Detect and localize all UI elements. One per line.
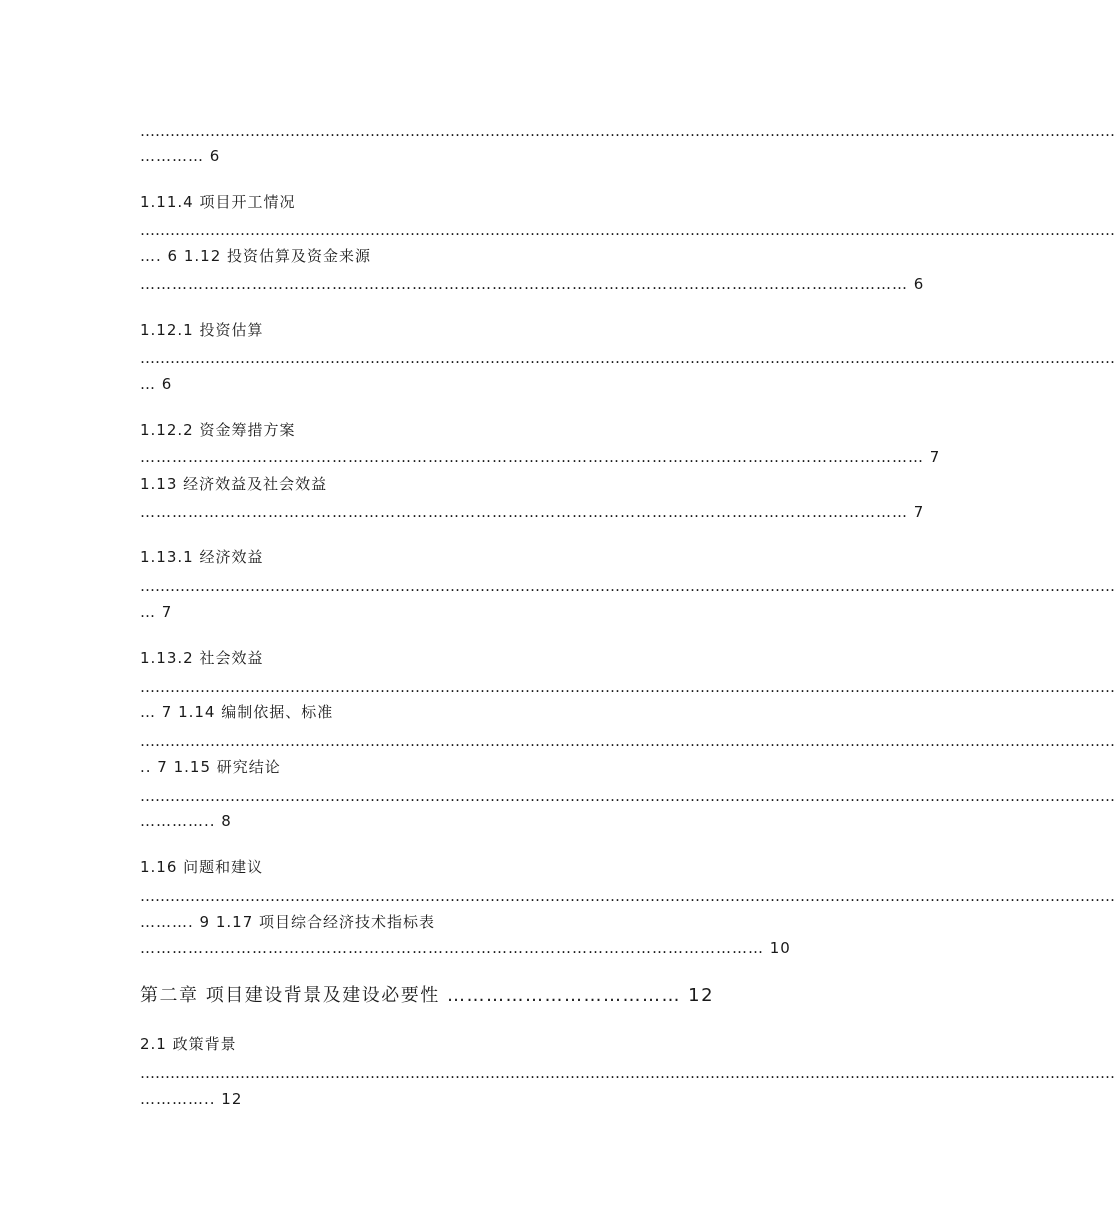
toc-page-ref: ………….. 8 <box>140 812 232 830</box>
toc-leader-page: ……………………………………………………………………………………………………… 10 <box>140 939 791 957</box>
toc-entry-2-1[interactable]: 2.1 政策背景 <box>140 1035 237 1053</box>
toc-leader: …………………………………………………………………………………………………………………………………………………………………………… <box>140 577 1115 595</box>
toc-leader: …………………………………………………………………………………………………………………………………………………………………………… <box>140 1064 1115 1082</box>
toc-leader: …………………………………………………………………………………………………………………………………………………………………………… <box>140 732 1115 750</box>
toc-page-ref: ………….. 12 <box>140 1090 243 1108</box>
toc-leader-page: ………………………………………………………………………………………………………………………………… 7 <box>140 448 941 466</box>
toc-entry-1-13-1[interactable]: 1.13.1 经济效益 <box>140 548 264 566</box>
toc-entry-1-11-4[interactable]: 1.11.4 项目开工情况 <box>140 193 296 211</box>
toc-entry-1-14[interactable]: … 7 1.14 编制依据、标准 <box>140 703 334 721</box>
toc-entry-1-13[interactable]: 1.13 经济效益及社会效益 <box>140 475 328 493</box>
toc-page-ref: … 7 <box>140 603 173 621</box>
toc-page-ref: … 6 <box>140 375 173 393</box>
toc-entry-1-13-2[interactable]: 1.13.2 社会效益 <box>140 649 264 667</box>
toc-leader-page: ……………………………………………………………………………………………………………………………… 7 <box>140 503 925 521</box>
toc-page-ref: ………… 6 <box>140 147 221 165</box>
toc-leader: …………………………………………………………………………………………………………………………………………………………………………… <box>140 349 1115 367</box>
toc-leader: …………………………………………………………………………………………………………………………………………………………………………… <box>140 122 1115 140</box>
toc-entry-1-12-2[interactable]: 1.12.2 资金筹措方案 <box>140 421 296 439</box>
toc-entry-1-16[interactable]: 1.16 问题和建议 <box>140 858 264 876</box>
toc-leader-page: ……………………………………………………………………………………………………………………………… 6 <box>140 275 925 293</box>
toc-entry-1-12-1[interactable]: 1.12.1 投资估算 <box>140 321 264 339</box>
toc-leader: …………………………………………………………………………………………………………………………………………………………………………… <box>140 221 1115 239</box>
toc-leader: …………………………………………………………………………………………………………………………………………………………………………… <box>140 678 1115 696</box>
toc-leader: …………………………………………………………………………………………………………………………………………………………………………… <box>140 887 1115 905</box>
toc-entry-1-12[interactable]: …. 6 1.12 投资估算及资金来源 <box>140 247 372 265</box>
toc-entry-1-15[interactable]: .. 7 1.15 研究结论 <box>140 758 281 776</box>
toc-chapter-2[interactable]: 第二章 项目建设背景及建设必要性 ……………………………… 12 <box>140 985 715 1006</box>
toc-entry-1-17[interactable]: ………. 9 1.17 项目综合经济技术指标表 <box>140 913 436 931</box>
toc-leader: …………………………………………………………………………………………………………………………………………………………………………… <box>140 787 1115 805</box>
